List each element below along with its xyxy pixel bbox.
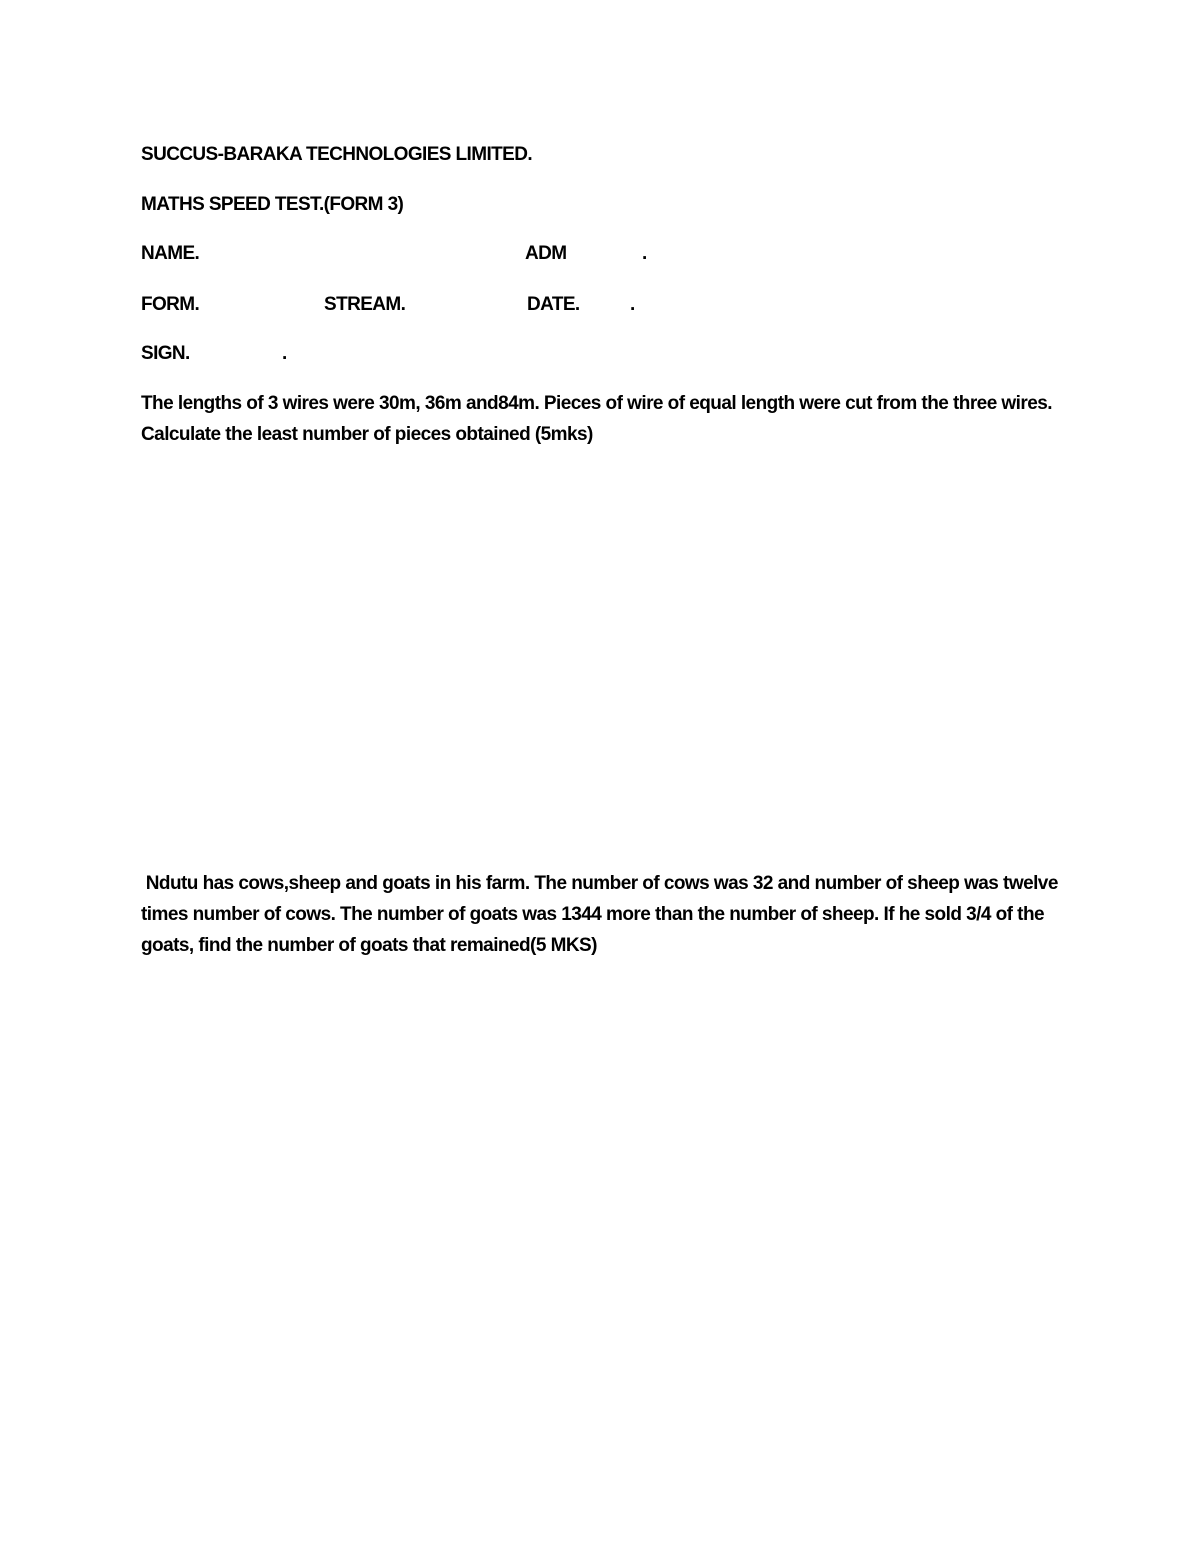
question-2: Ndutu has cows,sheep and goats in his farm. The number of cows was 32 and number of sheep was twelve times number of cows. The number of goats was 1344 more than the number of sheep. If he sold 3/4 of the goats, find the number of goats that remained(5 MKS) bbox=[141, 873, 1063, 956]
test-title: MATHS SPEED TEST.(FORM 3) bbox=[141, 194, 404, 215]
form-label: FORM. bbox=[141, 294, 200, 315]
adm-dot: . bbox=[642, 243, 647, 264]
question-1: The lengths of 3 wires were 30m, 36m and84m. Pieces of wire of equal length were cut from the three wires. Calculate the least number of pieces obtained (5mks) bbox=[141, 393, 1052, 445]
sign-dot: . bbox=[282, 343, 287, 364]
sign-label: SIGN. bbox=[141, 343, 190, 364]
stream-label: STREAM. bbox=[324, 294, 406, 315]
date-label: DATE. bbox=[527, 294, 580, 315]
adm-label: ADM bbox=[525, 243, 567, 264]
company-name: SUCCUS-BARAKA TECHNOLOGIES LIMITED. bbox=[141, 144, 533, 165]
name-label: NAME. bbox=[141, 243, 200, 264]
date-dot: . bbox=[630, 294, 635, 315]
